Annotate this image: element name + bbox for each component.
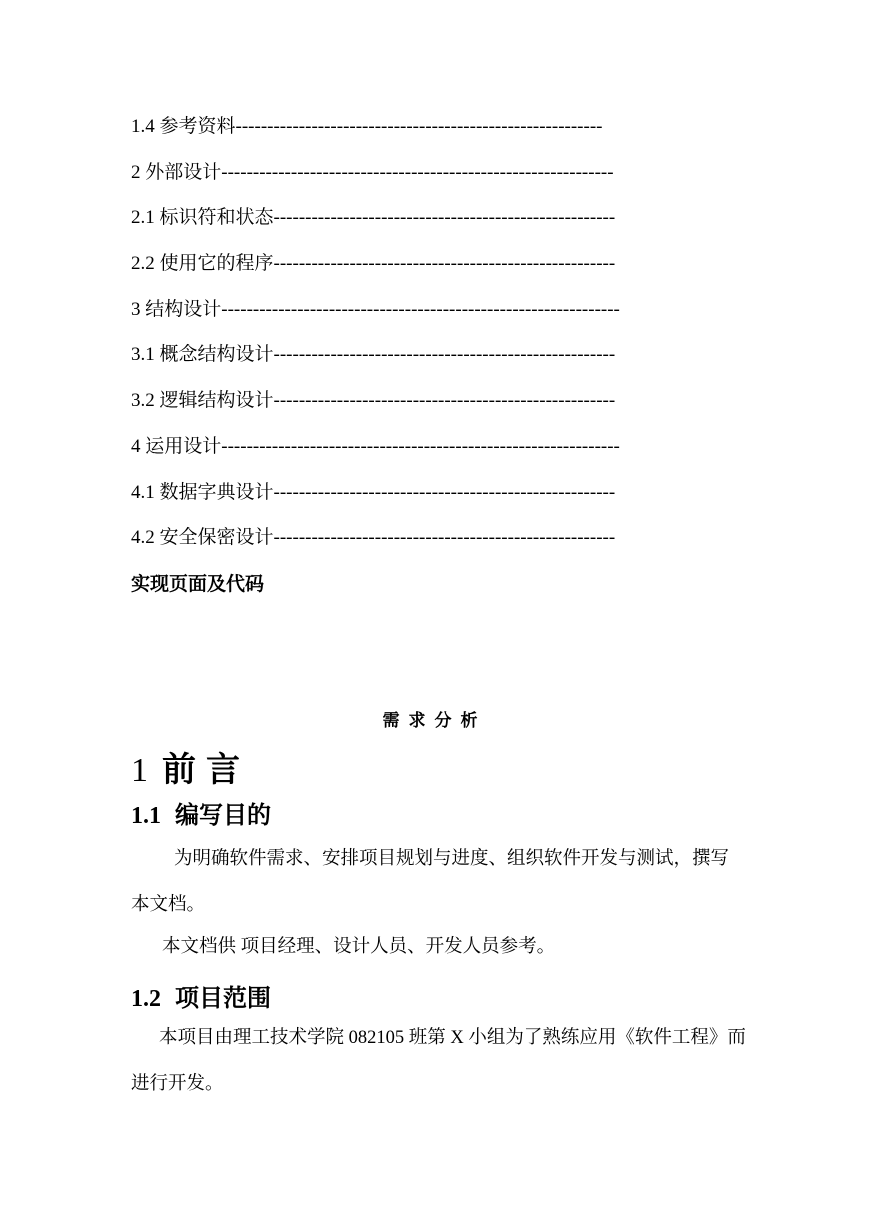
- toc-entry[interactable]: 3.2 逻辑结构设计------------------------------------------------------: [131, 390, 616, 412]
- paragraph-purpose: 为明确软件需求、安排项目规划与进度、组织软件开发与测试，撰写本文档。: [131, 849, 730, 915]
- toc-entry[interactable]: 1.4 参考资料----------------------------------------------------------: [131, 116, 603, 137]
- toc-entry[interactable]: 2.2 使用它的程序------------------------------------------------------: [131, 253, 616, 275]
- toc-entry[interactable]: 4 运用设计---------------------------------------------------------------: [131, 435, 620, 457]
- paragraph-scope: 本项目由理工技术学院 082105 班第 X 小组为了熟练应用《软件工程》而进行开发。: [131, 1028, 746, 1094]
- heading-1-1: 1.1 编写目的: [131, 801, 271, 829]
- toc-entry[interactable]: 3 结构设计---------------------------------------------------------------: [131, 298, 620, 320]
- toc-entry[interactable]: 3.1 概念结构设计------------------------------------------------------: [131, 344, 616, 366]
- heading-1: 1 前言: [131, 750, 250, 790]
- heading-1-2: 1.2 项目范围: [131, 984, 271, 1012]
- paragraph-audience: 本文档供 项目经理、设计人员、开发人员参考。: [162, 937, 556, 957]
- toc-entry[interactable]: 2.1 标识符和状态------------------------------------------------------: [131, 207, 616, 229]
- toc-entry[interactable]: 2 外部设计--------------------------------------------------------------: [131, 161, 614, 183]
- section-title: 需求分析: [382, 711, 487, 731]
- toc-entry[interactable]: 4.1 数据字典设计------------------------------------------------------: [131, 481, 616, 503]
- table-of-contents: [131, 114, 771, 601]
- toc-entry[interactable]: 4.2 安全保密设计------------------------------------------------------: [131, 527, 616, 549]
- toc-entry-code[interactable]: 实现页面及代码: [131, 572, 265, 595]
